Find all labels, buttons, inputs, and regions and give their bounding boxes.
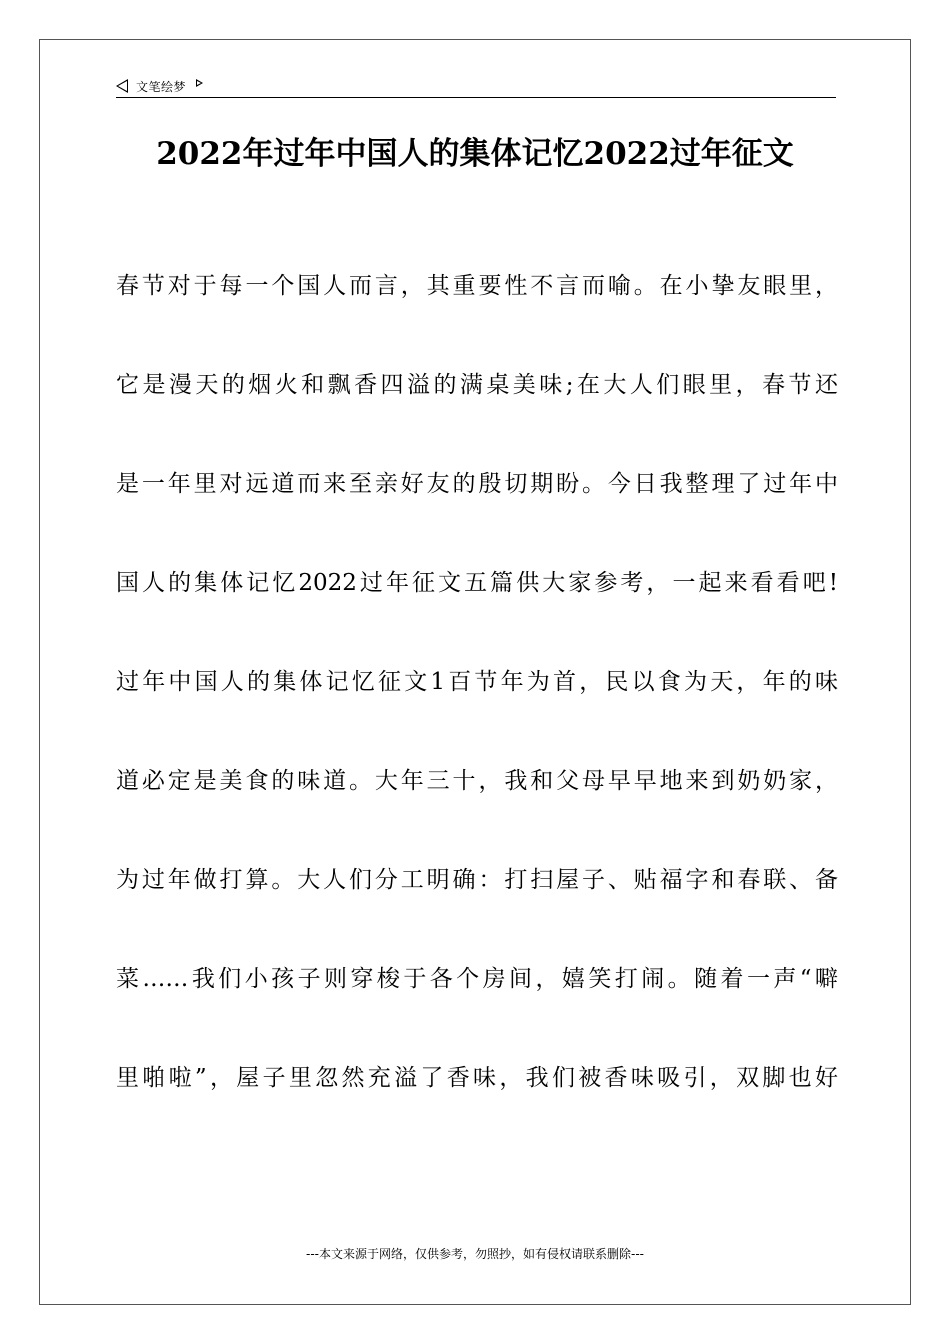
body-line: 菜……我们小孩子则穿梭于各个房间，嬉笑打闹。随着一声“噼: [116, 966, 838, 992]
body-line: 国人的集体记忆2022过年征文五篇供大家参考，一起来看看吧!: [116, 570, 838, 596]
triangle-left-icon: [116, 79, 128, 93]
body-line: 是一年里对远道而来至亲好友的殷切期盼。今日我整理了过年中: [116, 471, 838, 497]
body-line: 春节对于每一个国人而言，其重要性不言而喻。在小挚友眼里，: [116, 273, 838, 299]
document-title: 2022年过年中国人的集体记忆2022过年征文: [156, 136, 794, 172]
page-header: [116, 74, 836, 98]
header-divider: [116, 97, 836, 98]
body-line: 道必定是美食的味道。大年三十，我和父母早早地来到奶奶家，: [116, 768, 838, 794]
body-line: 过年中国人的集体记忆征文1百节年为首，民以食为天，年的味: [116, 669, 838, 695]
body-line: 它是漫天的烟火和飘香四溢的满桌美味;在大人们眼里，春节还: [116, 372, 838, 398]
body-line: 为过年做打算。大人们分工明确：打扫屋子、贴福字和春联、备: [116, 867, 838, 893]
body-line: 里啪啦”，屋子里忽然充溢了香味，我们被香味吸引，双脚也好: [116, 1065, 838, 1091]
header-brand: 文笔绘梦: [136, 79, 187, 94]
footer-notice: ---本文来源于网络，仅供参考，勿照抄，如有侵权请联系删除---: [306, 1247, 644, 1261]
document-body: [116, 262, 838, 1153]
triangle-right-icon: [196, 79, 203, 87]
